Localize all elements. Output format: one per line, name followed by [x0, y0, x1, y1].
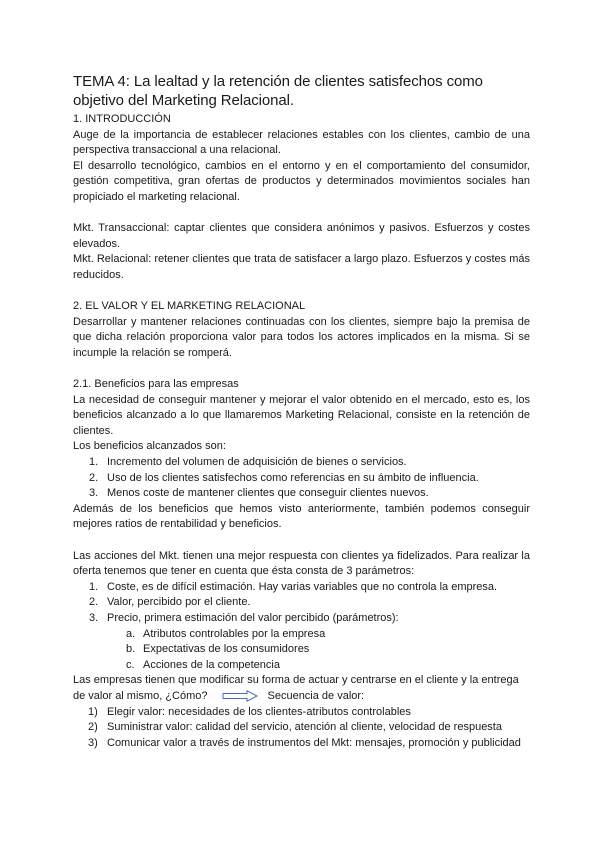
document-title: TEMA 4: La lealtad y la retención de clientes satisfechos como objetivo del Marketing Relacional. — [73, 73, 483, 109]
document-content — [73, 72, 530, 751]
benefits-paragraph-1: La necesidad de conseguir mantener y mejorar el valor obtenido en el mercado, esto es, los beneficios alcanzado a lo que llamaremos Marketing Relacional, consiste en la retención de clientes. — [73, 393, 530, 437]
benefits-list — [73, 455, 530, 502]
list-item: 3. Menos coste de mantener clientes que conseguir clientes nuevos. — [89, 487, 429, 500]
list-item: 1) Elegir valor: necesidades de los clientes-atributos controlables — [88, 705, 411, 718]
list-item: c. Acciones de la competencia — [126, 658, 280, 671]
intro-paragraph-1: Auge de la importancia de establecer relaciones estables con los clientes, cambio de una perspectiva transaccional a una relacional. — [73, 128, 530, 157]
list-item: 2) Suministrar valor: calidad del servicio, atención al cliente, velocidad de respuesta — [88, 721, 502, 734]
section-2-heading: 2. EL VALOR Y EL MARKETING RELACIONAL — [73, 300, 306, 313]
list-item: 2. Uso de los clientes satisfechos como referencias en su ámbito de influencia. — [89, 471, 479, 484]
price-parameters-sublist — [73, 627, 530, 674]
list-item: 3) Comunicar valor a través de instrumentos del Mkt: mensajes, promoción y publicidad — [88, 736, 521, 749]
list-item: 3. Precio, primera estimación del valor percibido (parámetros): — [89, 612, 399, 624]
list-item: a. Atributos controlables por la empresa — [126, 627, 326, 640]
intro-paragraph-2: El desarrollo tecnológico, cambios en el entorno y en el comportamiento del consumidor, gestión competitiva, gran ofertas de productos y determinados movimientos sociales han propiciado el marketing relacional. — [73, 159, 530, 203]
right-arrow-icon — [222, 690, 258, 702]
section-1-heading: 1. INTRODUCCIÓN — [73, 113, 171, 125]
parameters-list — [73, 580, 530, 627]
list-item: 1. Coste, es de difícil estimación. Hay varias variables que no controla la empresa. — [89, 580, 498, 593]
benefits-paragraph-2: Los beneficios alcanzados son: — [73, 440, 226, 453]
value-sequence-line: de valor al mismo, ¿Cómo? Secuencia de valor: — [73, 689, 365, 702]
benefits-paragraph-3: Además de los beneficios que hemos visto anteriormente, también podemos conseguir mejores ratios de rentabilidad y beneficios. — [73, 502, 530, 531]
section-2-paragraph: Desarrollar y mantener relaciones continuadas con los clientes, siempre bajo la premisa de que dicha relación proporciona valor para todos los actores implicados en la misma. Si se incumple la relación se romperá. — [73, 315, 530, 359]
value-sequence-list — [73, 705, 530, 752]
list-item: b. Expectativas de los consumidores — [126, 643, 310, 656]
relational-marketing-paragraph: Mkt. Relacional: retener clientes que trata de satisfacer a largo plazo. Esfuerzos y costes más reducidos. — [73, 253, 530, 281]
section-2-1-heading: 2.1. Beneficios para las empresas — [73, 378, 239, 391]
offer-paragraph: Las acciones del Mkt. tienen una mejor respuesta con clientes ya fidelizados. Para realizar la oferta tenemos que tener en cuenta que ésta consta de 3 parámetros: — [73, 549, 530, 578]
transactional-marketing-paragraph: Mkt. Transaccional: captar clientes que considera anónimos y pasivos. Esfuerzos y costes elevados. — [73, 222, 530, 250]
list-item: 2. Valor, percibido por el cliente. — [89, 596, 251, 609]
list-item: 1. Incremento del volumen de adquisición de bienes o servicios. — [89, 456, 407, 469]
customer-focus-paragraph: Las empresas tienen que modificar su forma de actuar y centrarse en el cliente y la entrega — [73, 674, 519, 687]
